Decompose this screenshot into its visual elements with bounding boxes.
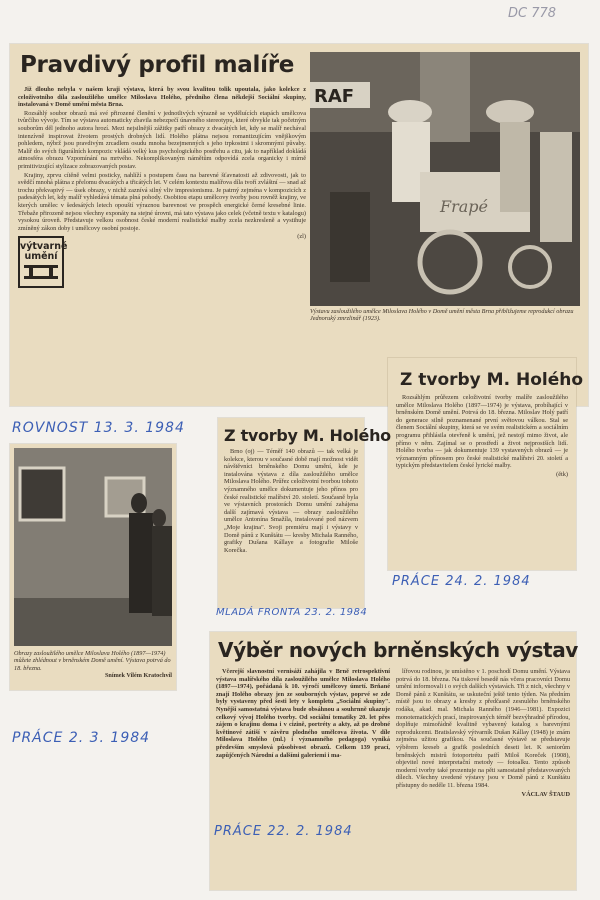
- caption-text: Obrazy zasloužilého umělce Miloslava Holého (1897—1974) můžete zhlédnout v brněnském Domě umění. Výstava potrvá do 18. března.: [14, 650, 171, 672]
- pillar-icon: [20, 264, 62, 280]
- paragraph: Rozsáhlým průřezem celoživotní tvorby malíře zasloužilého umělce Miloslava Holého (1897—1974) je výstava, probíhající v brněnském Domě umění. Potrvá do 18. března. Miloslav Holý patří do generace silně poznamenané první světovou válkou. Stal se členem Sociální skupiny, která se ve svém realistickém a sociálním programu přihlásila otevřeně k umění, jež nestojí mimo život, ale přímo v něm. Zajímal se o prostředí a život nejprostších lidí. Holého tvorba — jak dokumentuje 139 vystavených obrazů — je významným přínosem pro české realistické malířství 20. století a typickým představitelem české lyrické malby.: [396, 394, 568, 470]
- svg-text:Frapé: Frapé: [440, 197, 488, 216]
- rubric-vytvarne-umeni: [18, 236, 68, 288]
- painting-illustration: [310, 52, 580, 306]
- annotation-mlada-fronta: MLADÁ FRONTA 23. 2. 1984: [216, 607, 368, 618]
- paragraph: Rozsáhlý soubor obrazů má své přirozené členění v jednotlivých výrazně se vyděluících etapách umělcova tvůrčího vývoje. Tím se výstava automaticky zbavila nebezpečí únavného stereotypu, které obvykle tak početným souborům děl jednoho autora hrozí. Mezi nejsilnější zážitky patří obrazy z dvacátých let, kdy se malíř nechával intenzívně inspirovat životem prostých drobných lidí. Holého plátna nejsou romantizujícím vnějškovým pohledem, nýbrž jsou pravdivým zrcadlem osudu mnoha bezejmenných s jeho trpkostmi i skromnými půvaby. Malíř do svých figurálních kompozic vkládá velký kus psychologického postřehu a citu, jak to například dokládá atmosféra obrazu Vzpomínání na mrtvého. Nekomplikovaným námětům odpovídá zcela organicky i mírně primitivizující stylizace zobrazovaných postav.: [18, 109, 306, 170]
- paragraph: Včerejší slavnostní vernisáží zahájila v Brně retrospektivní výstava malířského díla zasloužilého umělce Miloslava Holého (1897—1974), pořádaná k 10. výročí umělcovy úmrtí. Brňané znají Holého obrazy jen ze souborných výstav, poprvé se zde byly vystaveny před šesti lety v kompletu „Sociální skupiny". Nynější samostatná výstava bude obsáhnou a souhrnně ukazuje celkový vývoj Holého tvorby. Od sociální tematiky 20. let přes zájem o krajinu doma i v cizině, portréty a akty, až po drobné květinové zátiší v závěru plodného umělcova života. V díle Miloslava Holého (ml.) i významného pedagoga) vyniká především smyslová působivost obrazů. Celkem 139 prací, zapůjčených Národní a dalšími galeriemi i ma-: [216, 668, 390, 759]
- annotation-prace-22: PRÁCE 22. 2. 1984: [214, 824, 353, 839]
- signature: (ětk): [556, 470, 568, 478]
- paragraph: Brno (oj) — Téměř 140 obrazů — tak velká je kolekce, kterou v současné době mají možnost vidět návštěvníci brněnského Domu umění, kde je instalována výstava z díla zasloužilého umělce Miloslava Holého. Průřez celoživotní tvorbou tohoto významného umělce dokumentuje jeho přínos pro české realistické malířství 20. století. Současně byla ve výstavních prostorách Domu umění zahájena další zajímavá výstava — obrazy zasloužilého umělce Antonína Smažíla, instalované pod názvem „Moje krajina". Svoji premiéru mají i výstavy v Domě pánů z Kunštátu — kresby Michala Ranného, grafiky Dušana Kállaye a fotografie Miloše Korečka.: [224, 448, 358, 554]
- rubric-label: výtvarné umění: [20, 241, 68, 262]
- photo-credit: Snímek Vilém Kratochvíl: [104, 672, 172, 680]
- article-z-tvorby-prace: [388, 358, 584, 570]
- article4-column-1: [216, 668, 390, 838]
- headline: Z tvorby M. Holého: [400, 370, 584, 390]
- annotation-prace-2: PRÁCE 2. 3. 1984: [12, 730, 151, 746]
- archive-mark: DC 778: [508, 6, 557, 21]
- annotation-rovnost: ROVNOST 13. 3. 1984: [12, 420, 185, 436]
- photo-exhibition-hall: [14, 448, 172, 646]
- article-pravdivy-profil: [10, 44, 588, 406]
- article3-text: [224, 448, 358, 604]
- clip-photo-dum-umeni: [10, 444, 176, 690]
- paragraph: lířovou rodinou, je umístěno v 1. poschodí Domu umění. Výstava potrvá do 18. března. Na tiskové besedě nás včera pracovníci Domu umění informovali i o svých dalších výstavách. Tři z nich, všechny v Domě pánů z Kunštátu, se uskuteční ještě tento týden. Na předním místě jsou to obrazy a kresby z předčasně zesnulého brněnského rodáka, akad. mal. Michala Ranného (1946—1981). Expozici monotematických prací, inspirovaných téměř bezvýhradně přírodou, doplňuje mimořádně kvalitně vybavený katalog s barevnými reprodukcemi. Bratislavský výtvarník Dušan Kállay (1948) je znám zejména užitou grafikou. Na současné výstavě se představuje výběrem kreseb a grafik posledních deseti let. K seniorům brněnských mistrů fotoportrétu patří Miloš Koreček (1908), objevitel nové interpretační metody — fotoalku. Tento způsob moderní tvorby také prezentuje na pěti samostatně představovaných dílech. Všechny uvedené výstavy jsou v Domě pánů z Kunštátu přístupny do neděle 11. března 1984.: [396, 668, 570, 789]
- article-vyber-vystav: [210, 632, 576, 890]
- paragraph: Krajiny, zprvu cítěně velmi posticky, nahlíží s postupem času na barevné šťavnatosti až zdivovosti, jak to svědčí mnohá plátna z přelomu dvacátých a třicátých let. V celém kontextu malířova díla tvoří zvláštní — snad až trochu překvapivý — úsek obrazy, v nichž zaznívá silný vliv impresionismu. Je patrný zejména v kompozicích z padesátých let, kdy malíř vyhledává témata plná pohody. Osobitou etapu umělcovy tvorby jsou rovněž krajiny, ve kterých umělec v šedesátých letech opouští výraznou barevnost ve prospěch energické černé kresebné linie. Třebaže přirozeně nejsou všechny exponáty na stejné úrovni, má tato výstava jako celek (včetně textu v katalogu) vysokou úroveň. Představuje velkou osobnost české moderní realistické malby zcela nezkresleně a vystihuje zmíněný zákon doby i umělcovy osobní postoje.: [18, 171, 306, 232]
- headline: Z tvorby M. Holého: [224, 426, 391, 445]
- headline: Pravdivý profil malíře: [20, 52, 295, 78]
- signature: VÁCLAV ŠTAUD: [521, 790, 570, 798]
- photo2-caption: [14, 650, 172, 680]
- annotation-prace-24: PRÁCE 24. 2. 1984: [392, 574, 531, 589]
- headline: Výběr nových brněnských výstav: [218, 638, 578, 662]
- article-z-tvorby-mlada-fronta: [218, 418, 391, 608]
- signature: (zl): [297, 233, 306, 241]
- svg-text:RAF: RAF: [314, 86, 355, 107]
- photo-painting-ice-cream-vendor: [310, 52, 580, 306]
- photo-caption: Výstavu zasloužilého umělce Miloslava Holého v Domě umění města Brna přibližujeme reprodukcí obrazu Jednoruký zmrzlinář (1923).: [310, 308, 574, 323]
- article4-column-2: [396, 668, 570, 886]
- paragraph: Již dlouho nebyla v našem kraji výstava, která by svou kvalitou tolik upoutala, jako kolekce z celoživotního díla zasloužilého umělce Miloslava Holého, předního člena někdejší Sociální skupiny, instalovaná v Domě umění města Brna.: [18, 86, 306, 109]
- article2-text: [396, 394, 568, 564]
